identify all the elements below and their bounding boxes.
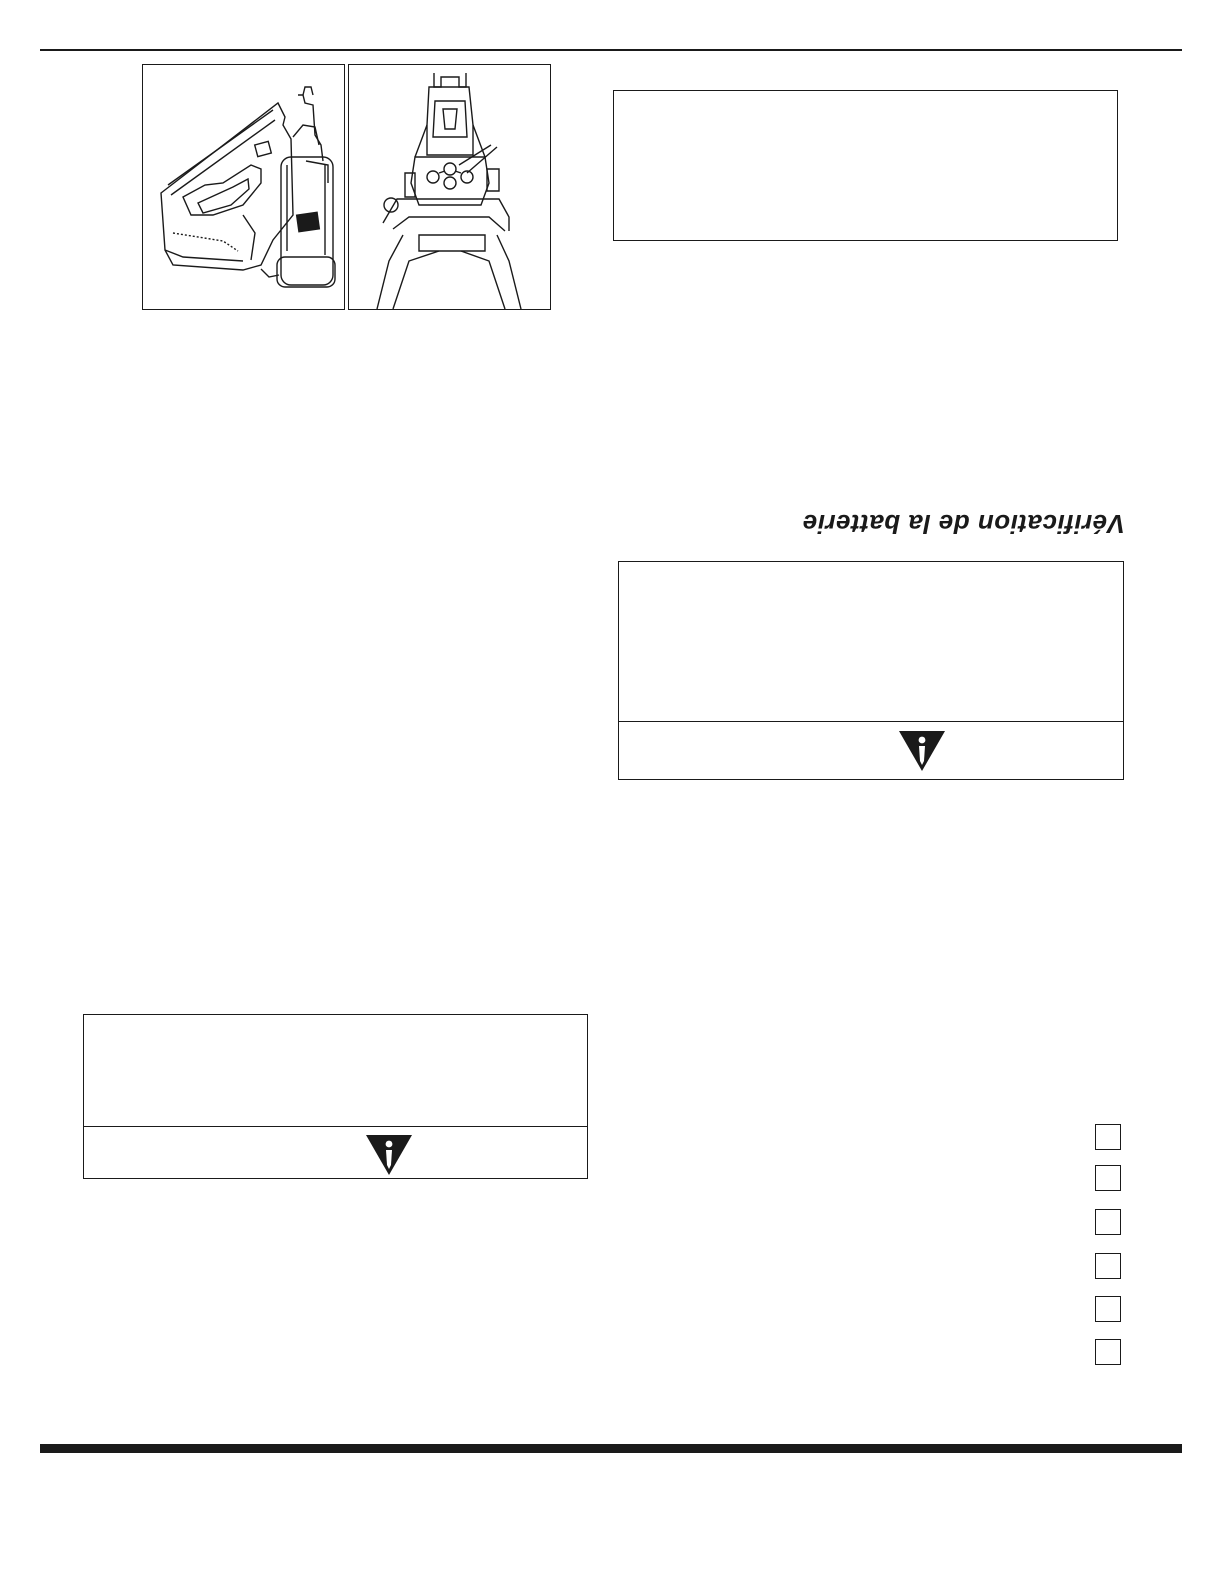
checklist-box-1[interactable] bbox=[1095, 1124, 1121, 1150]
warning-box-divider bbox=[619, 721, 1123, 722]
checklist-box-3[interactable] bbox=[1095, 1209, 1121, 1235]
notice-box-top bbox=[613, 90, 1118, 241]
section-heading: Vérification de la batterie bbox=[802, 509, 1125, 539]
nailer-side-view-figure bbox=[142, 64, 345, 310]
nailer-front-illustration bbox=[349, 65, 550, 309]
warning-box-right bbox=[618, 561, 1124, 780]
info-triangle-icon bbox=[366, 1135, 412, 1175]
checklist-box-5[interactable] bbox=[1095, 1296, 1121, 1322]
checklist-box-4[interactable] bbox=[1095, 1253, 1121, 1279]
top-rule bbox=[40, 49, 1182, 51]
warning-box-left bbox=[83, 1014, 588, 1179]
checklist-box-6[interactable] bbox=[1095, 1339, 1121, 1365]
checklist-box-2[interactable] bbox=[1095, 1165, 1121, 1191]
warning-box-divider bbox=[84, 1126, 587, 1127]
bottom-rule bbox=[40, 1444, 1182, 1453]
nailer-side-illustration bbox=[143, 65, 344, 309]
nailer-front-view-figure bbox=[348, 64, 551, 310]
info-triangle-icon bbox=[899, 731, 945, 771]
